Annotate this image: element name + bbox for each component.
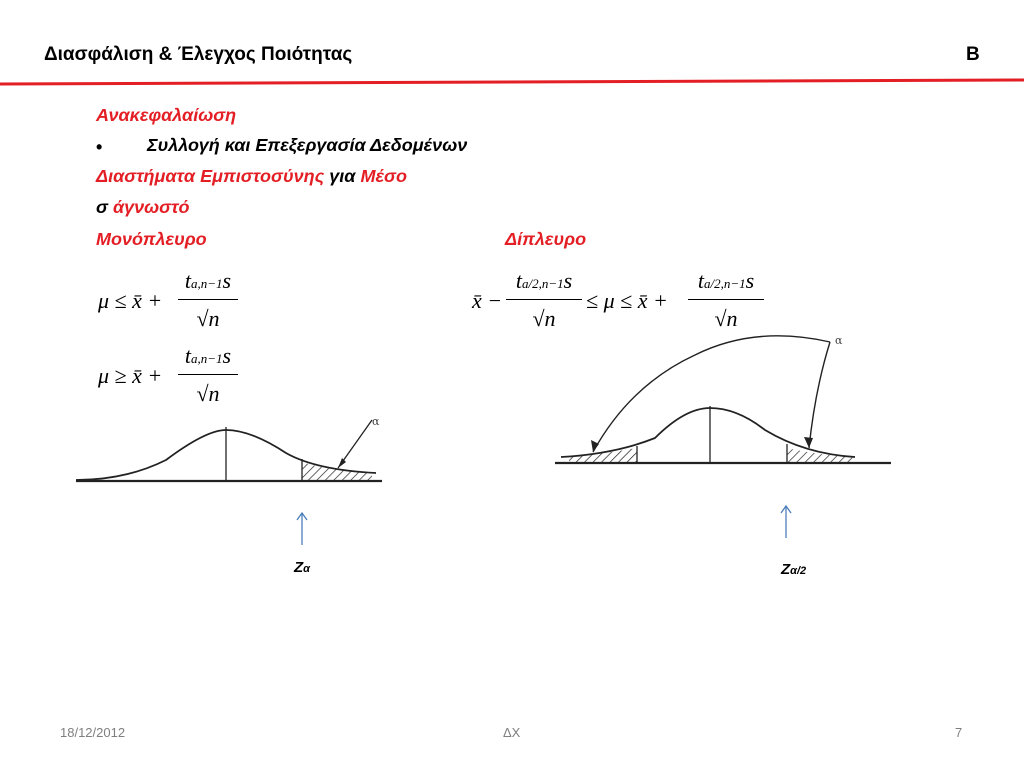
- formula-lower-denominator: √n: [196, 381, 220, 406]
- one-sided-curve-diagram: [76, 415, 396, 495]
- formula-two-sided-mid: ≤ μ ≤ x̄ +: [586, 288, 668, 313]
- slide-title: Διασφάλιση & Έλεγχος Ποιότητας: [44, 44, 353, 65]
- sigma-text: άγνωστό: [112, 197, 190, 217]
- formula-lower-lhs: μ ≥ x̄ +: [98, 363, 163, 388]
- formula-two-sided-left-bar: [506, 299, 582, 300]
- slide-section-letter: B: [966, 44, 980, 65]
- formula-two-sided-left-denominator: √n: [532, 306, 556, 331]
- formula-two-sided-right-denominator: √n: [714, 306, 738, 331]
- formula-upper-bar: [178, 299, 238, 300]
- formula-upper-denominator: √n: [196, 306, 220, 331]
- ci-line: [96, 166, 407, 187]
- z-alpha2-arrow-icon: [780, 505, 792, 539]
- footer-page-number: 7: [955, 725, 963, 740]
- sigma-line: [96, 197, 189, 218]
- one-sided-alpha-mark: α: [372, 415, 380, 428]
- two-sided-arc-arrow: [593, 336, 830, 452]
- ci-prefix: Διαστήματα Εμπιστοσύνης: [96, 166, 325, 186]
- one-sided-label: Μονόπλευρο: [96, 229, 207, 249]
- ci-joiner: για: [329, 166, 356, 186]
- two-sided-right-arrow: [809, 342, 830, 448]
- formula-upper-lhs: μ ≤ x̄ +: [98, 288, 163, 313]
- bullet-text: Συλλογή και Επεξεργασία Δεδομένων: [147, 135, 468, 155]
- z-alpha-label: Zα: [294, 559, 310, 576]
- z-alpha2-label: Zα/2: [781, 561, 807, 578]
- z-alpha-arrow-icon: [296, 512, 308, 546]
- sigma-symbol: σ: [96, 197, 108, 217]
- formula-two-sided-right-bar: [688, 299, 764, 300]
- two-sided-label: Δίπλευρο: [505, 229, 587, 249]
- footer-author: ΔΧ: [503, 725, 521, 740]
- footer-date: 18/12/2012: [60, 725, 126, 740]
- formula-lower-bar: [178, 374, 238, 375]
- formula-lower-numerator: ta,n−1s: [184, 343, 232, 368]
- header-rule: [0, 78, 1024, 86]
- two-sided-curve-diagram: [555, 330, 895, 470]
- bullet-marker: •: [96, 137, 103, 157]
- two-sided-alpha-mark: α: [835, 334, 843, 347]
- section-heading: Ανακεφαλαίωση: [96, 105, 237, 125]
- formula-two-sided-right-numerator: ta/2,n−1s: [697, 268, 755, 293]
- formula-upper-numerator: ta,n−1s: [184, 268, 232, 293]
- formula-two-sided-left-numerator: ta/2,n−1s: [515, 268, 573, 293]
- formula-two-sided-lhs: x̄ −: [472, 288, 503, 313]
- ci-suffix: Μέσο: [360, 166, 407, 186]
